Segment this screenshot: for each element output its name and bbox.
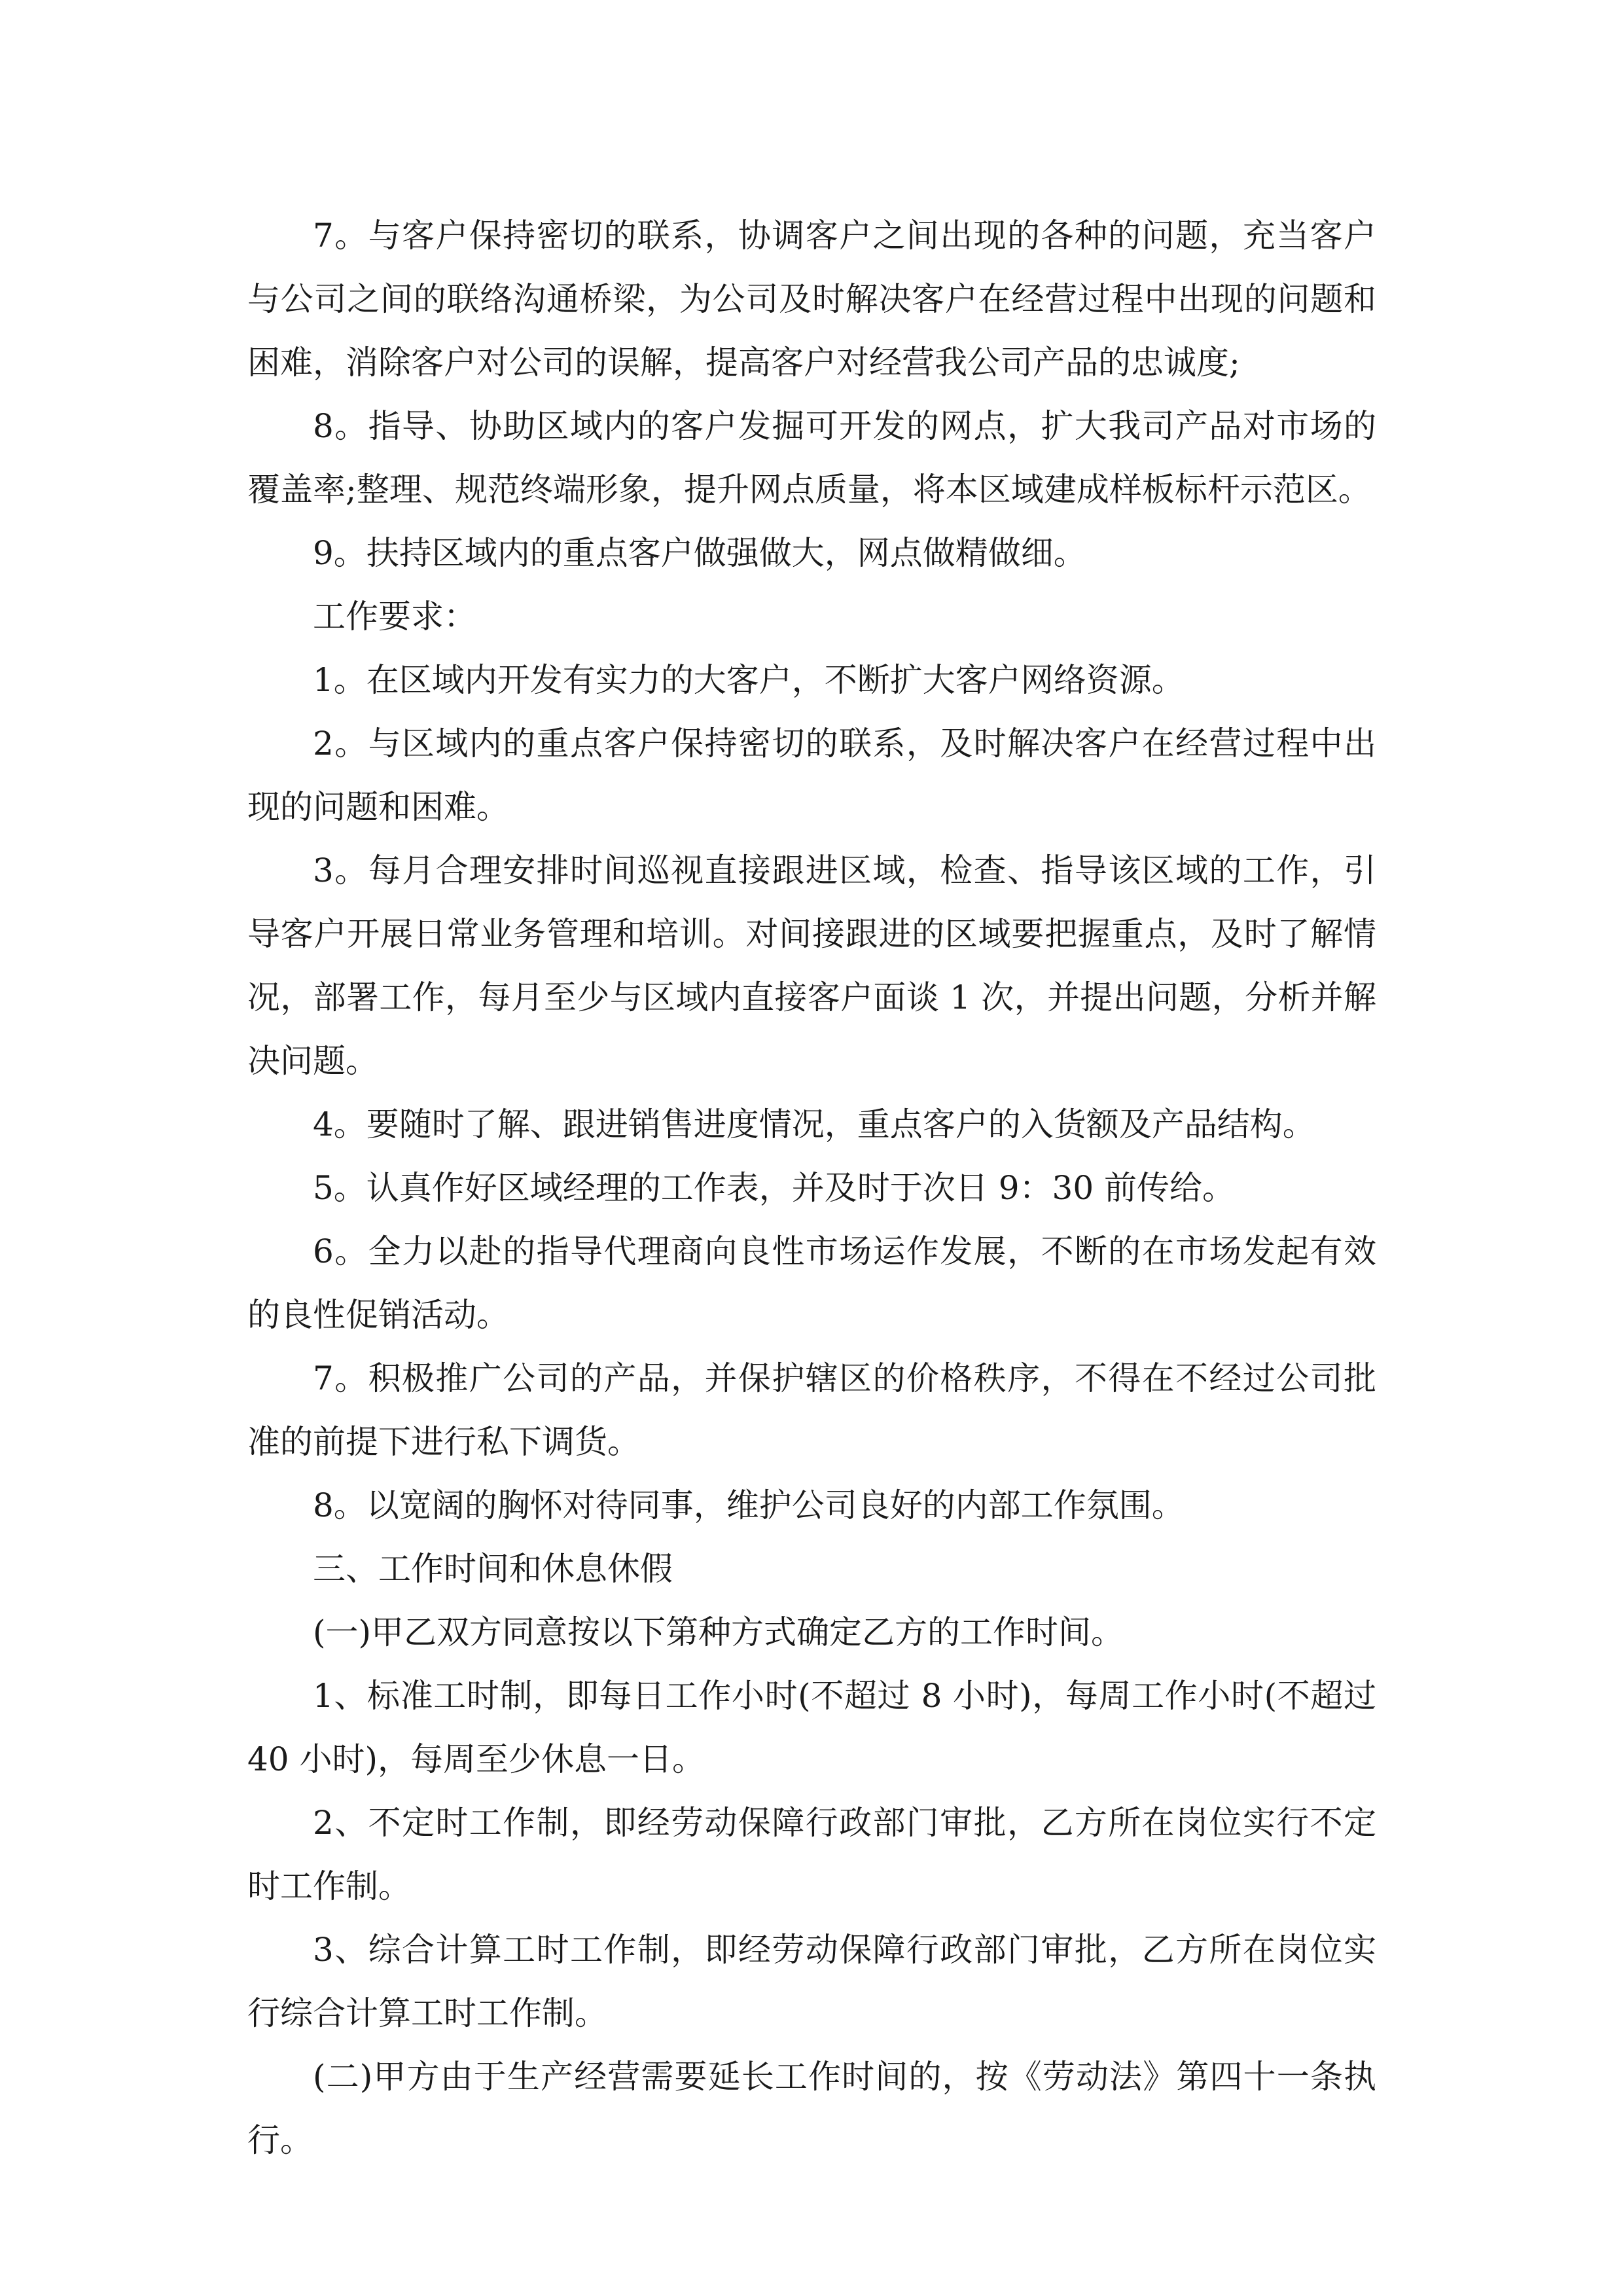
paragraph: 2、不定时工作制，即经劳动保障行政部门审批，乙方所在岗位实行不定时工作制。 [247,1804,1376,1905]
document-body [247,204,1376,2172]
paragraph: 8。以宽阔的胸怀对待同事，维护公司良好的内部工作氛围。 [313,1486,1185,1524]
section-heading: 工作要求： [313,598,476,636]
paragraph: 8。指导、协助区域内的客户发掘可开发的网点，扩大我司产品对市场的覆盖率;整理、规范终端形象，提升网点质量，将本区域建成样板标杆示范区。 [247,407,1376,509]
paragraph: 7。积极推广公司的产品，并保护辖区的价格秩序，不得在不经过公司批准的前提下进行私下调货。 [247,1359,1376,1461]
paragraph: 3、综合计算工时工作制，即经劳动保障行政部门审批，乙方所在岗位实行综合计算工时工作制。 [247,1931,1376,2032]
paragraph: 1、标准工时制，即每日工作小时(不超过 8 小时)，每周工作小时(不超过 40 小时)，每周至少休息一日。 [247,1677,1376,1778]
paragraph: (二)甲方由于生产经营需要延长工作时间的，按《劳动法》第四十一条执行。 [247,2058,1376,2159]
section-heading: 三、工作时间和休息休假 [313,1550,673,1588]
paragraph: 6。全力以赴的指导代理商向良性市场运作发展，不断的在市场发起有效的良性促销活动。 [247,1232,1376,1334]
paragraph: 9。扶持区域内的重点客户做强做大，网点做精做细。 [313,534,1086,572]
paragraph: 3。每月合理安排时间巡视直接跟进区域，检查、指导该区域的工作，引导客户开展日常业务管理和培训。对间接跟进的区域要把握重点，及时了解情况，部署工作，每月至少与区域内直接客户面谈 1 次，并提出问题，分析并解决问题。 [247,852,1376,1080]
paragraph: (一)甲乙双方同意按以下第种方式确定乙方的工作时间。 [313,1613,1124,1651]
paragraph: 2。与区域内的重点客户保持密切的联系，及时解决客户在经营过程中出现的问题和困难。 [247,725,1376,826]
paragraph: 4。要随时了解、跟进销售进度情况，重点客户的入货额及产品结构。 [313,1105,1315,1143]
paragraph: 1。在区域内开发有实力的大客户，不断扩大客户网络资源。 [313,661,1185,699]
paragraph: 5。认真作好区域经理的工作表，并及时于次日 9：30 前传给。 [313,1169,1236,1207]
paragraph: 7。与客户保持密切的联系，协调客户之间出现的各种的问题，充当客户与公司之间的联络沟通桥梁，为公司及时解决客户在经营过程中出现的问题和困难，消除客户对公司的误解，提高客户对经营我公司产品的忠诚度; [247,217,1376,382]
